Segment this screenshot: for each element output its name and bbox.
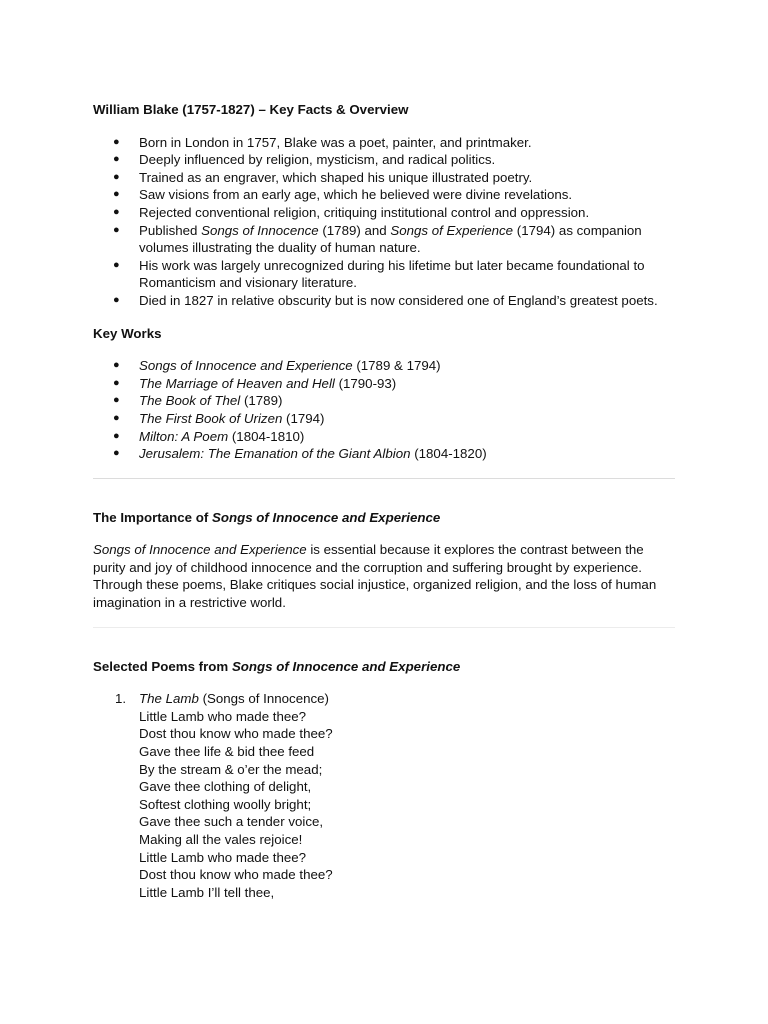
list-item: ● Deeply influenced by religion, mysticism, and radical politics. [113, 152, 496, 168]
poem-line: Little Lamb I’ll tell thee, [139, 884, 275, 900]
poem-title-line [139, 690, 675, 708]
list-item: ● His work was largely unrecognized during his lifetime but later became foundational to Romanticism and visionary literature. [113, 257, 645, 291]
bullet-icon: ● [113, 258, 120, 271]
poem-title: The Lamb [139, 691, 199, 707]
poems-list [93, 690, 675, 901]
list-item: ● The Marriage of Heaven and Hell (1790-93) [113, 375, 397, 391]
bullet-icon: ● [113, 205, 120, 218]
bullet-icon: ● [113, 135, 120, 148]
poem-line: Gave thee clothing of delight, [139, 779, 312, 795]
bullet-icon: ● [113, 293, 120, 306]
poem-item [93, 690, 675, 901]
poem-source: (Songs of Innocence) [198, 691, 329, 707]
works-heading: Key Works [93, 325, 162, 341]
importance-paragraph: Songs of Innocence and Experience is essential because it explores the contrast between the purity and joy of childhood innocence and the corruption and suffering brought by experience. Through these poems, Blake critiques social injustice, organized religion, and the loss of human imagination in a restrictive world. [93, 542, 657, 611]
section-divider [93, 627, 675, 628]
poem-line: Making all the vales rejoice! [139, 832, 303, 847]
list-item: ● Milton: A Poem (1804-1810) [113, 428, 305, 444]
poem-line: Dost thou know who made thee? [139, 726, 333, 742]
poem-line: By the stream & o’er the mead; [139, 761, 323, 777]
list-item: ● Jerusalem: The Emanation of the Giant Albion (1804-1820) [113, 446, 487, 462]
section-divider [93, 478, 675, 479]
list-item: ● Published Songs of Innocence (1789) and Songs of Experience (1794) as companion volumes illustrating the duality of human nature. [113, 222, 642, 256]
facts-heading: William Blake (1757-1827) – Key Facts & Overview [93, 102, 409, 117]
bullet-icon: ● [113, 376, 120, 389]
selected-heading: Selected Poems from Songs of Innocence and Experience [93, 658, 461, 674]
bullet-icon: ● [113, 223, 120, 236]
list-item: ● Songs of Innocence and Experience (1789 & 1794) [113, 358, 441, 374]
list-item: ● The Book of Thel (1789) [113, 393, 283, 409]
poem-line: Gave thee such a tender voice, [139, 814, 324, 830]
bullet-icon: ● [113, 447, 120, 460]
poem-line: Little Lamb who made thee? [139, 708, 307, 724]
poem-number: 1. [115, 691, 127, 707]
poem-line: Little Lamb who made thee? [139, 849, 307, 865]
works-list [93, 357, 675, 463]
list-item: ● Saw visions from an early age, which he believed were divine revelations. [113, 187, 573, 203]
list-item: ● Rejected conventional religion, critiquing institutional control and oppression. [113, 204, 590, 220]
poem-line: Dost thou know who made thee? [139, 867, 333, 883]
document-page [93, 100, 675, 901]
bullet-icon: ● [113, 429, 120, 442]
list-item: ● Died in 1827 in relative obscurity but is now considered one of England’s greatest poets. [113, 292, 658, 308]
poem-line: Softest clothing woolly bright; [139, 796, 312, 812]
list-item: ● Born in London in 1757, Blake was a poet, painter, and printmaker. [113, 134, 532, 150]
bullet-icon: ● [113, 359, 120, 372]
bullet-icon: ● [113, 153, 120, 166]
bullet-icon: ● [113, 411, 120, 424]
importance-heading: The Importance of Songs of Innocence and Experience [93, 509, 441, 525]
list-item: ● The First Book of Urizen (1794) [113, 410, 325, 426]
bullet-icon: ● [113, 188, 120, 201]
bullet-icon: ● [113, 394, 120, 407]
list-item: ● Trained as an engraver, which shaped his unique illustrated poetry. [113, 169, 533, 185]
facts-list [93, 134, 675, 310]
bullet-icon: ● [113, 170, 120, 183]
poem-line: Gave thee life & bid thee feed [139, 744, 315, 760]
